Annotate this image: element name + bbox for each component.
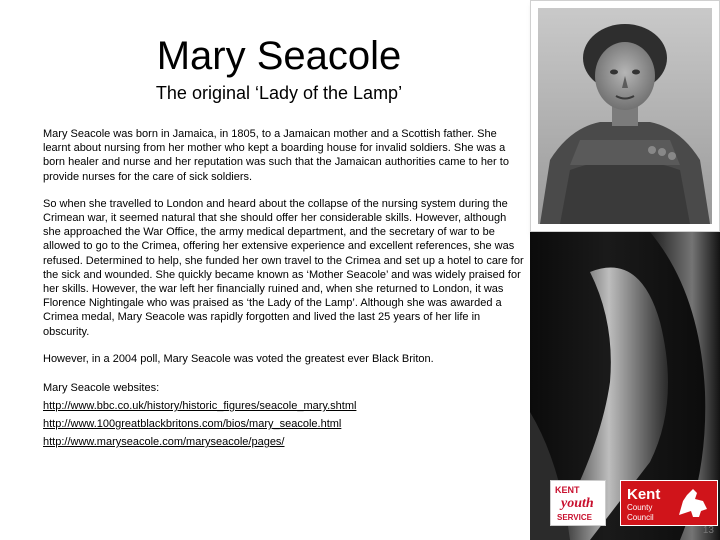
link-100greatblackbritons[interactable]: http://www.100greatblackbritons.com/bios/mary_seacole.html xyxy=(43,418,342,431)
kent-youth-service-logo-graphic xyxy=(551,481,605,525)
page-subtitle: The original ‘Lady of the Lamp’ xyxy=(155,83,403,103)
websites-list xyxy=(43,379,525,451)
youth-logo-line2: youth xyxy=(561,496,594,511)
link-bbc[interactable]: http://www.bbc.co.uk/history/historic_figures/seacole_mary.shtml xyxy=(43,400,357,413)
youth-logo-line3: SERVICE xyxy=(557,513,592,522)
websites-label: Mary Seacole websites: xyxy=(43,382,160,395)
page-title: Mary Seacole xyxy=(156,34,402,78)
county-logo-line1: Kent xyxy=(627,486,661,503)
paragraph-early-life: Mary Seacole was born in Jamaica, in 1805, to a Jamaican mother and a Scottish father. She learnt about nursing from her mother who kept a boarding house for invalid soldiers. She was a born healer and nurse and her reputation was such that the Jamaican authorities came to her to provide nurses for the care of sick soldiers. xyxy=(43,128,509,183)
link-maryseacole[interactable]: http://www.maryseacole.com/maryseacole/pages/ xyxy=(43,436,285,449)
paragraph-crimea: So when she travelled to London and heard about the collapse of the nursing system during the Crimean war, it seemed natural that she should offer her considerable skills. However, although she approached the War Office, the army medical department, and the secretary of war to be allowed to go to the Crimea, offering her extensive experience and excellent references, she was refused. Determined to help, she funded her own travel to the Crimea and set up a hotel to care for the sick and wounded. She quickly became known as ‘Mother Seacole’ and was widely praised for her skills. However, the war left her financially ruined and, when she returned to London, it was Florence Nightingale who was praised as ‘the Lady of the Lamp’. Although she was awarded a Crimea medal, Mary Seacole was rapidly forgotten and lived the last 25 years of her life in obscurity. xyxy=(43,197,524,338)
page-number: 13 xyxy=(702,525,714,536)
youth-logo-line1: KENT xyxy=(555,485,580,495)
county-logo-line2: County xyxy=(627,503,653,512)
kent-county-council-logo xyxy=(620,480,718,526)
kent-county-council-logo-graphic xyxy=(621,481,717,525)
horse-icon xyxy=(679,489,707,517)
paragraph-poll: However, in a 2004 poll, Mary Seacole was voted the greatest ever Black Briton. xyxy=(43,352,434,365)
portrait-image xyxy=(530,0,720,232)
county-logo-line3: Council xyxy=(627,513,654,522)
kent-youth-service-logo xyxy=(550,480,606,526)
portrait-illustration xyxy=(530,0,720,232)
body-text xyxy=(43,127,525,451)
